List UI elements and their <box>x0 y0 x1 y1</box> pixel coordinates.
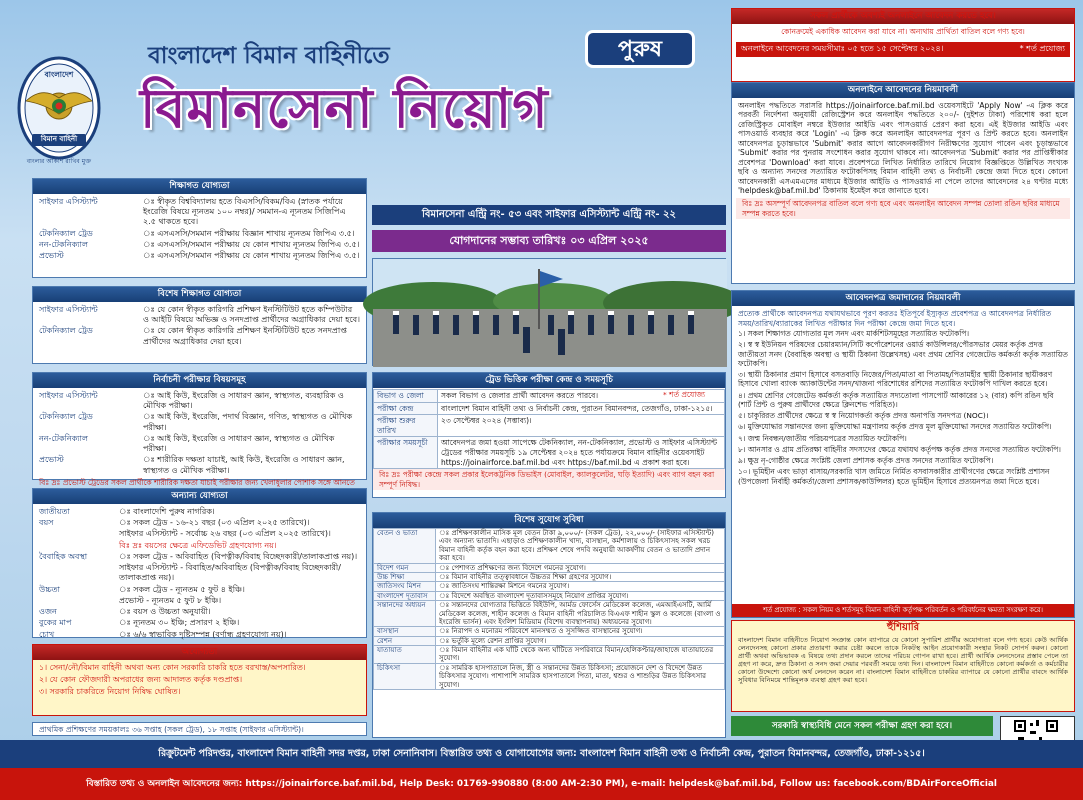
parade-illustration-icon <box>373 259 727 367</box>
other-qualification-row <box>39 541 360 551</box>
education-row <box>39 240 360 250</box>
special-education-value: ঃ যে কোন স্বীকৃত কারিগরি প্রশিক্ষণ ইনস্টিটিউট হতে সনদপ্রাপ্ত প্রার্থীদের অগ্রাধিকার দেয়া হবে। <box>143 326 347 346</box>
special-education-label: সাইফার এসিস্ট্যান্ট <box>39 305 98 314</box>
online-rules-note: বিঃ দ্রঃ অসম্পূর্ণ আবেদনপত্র বাতিল বলে গণ্য হবে এবং অনলাইন আবেদন সম্পন্ন তোলা রঙিন ছবির মাধ্যমে সম্পন্ন করতে হবে। <box>736 198 1070 219</box>
benefit-value: ঃ সন্তানদের যোগ্যতার ভিত্তিতে বিইউপি, আর্মড ফোর্সেস মেডিকেল কলেজ, এমআইএসটি, আর্মি মেডিকেল কলেজ, শাহীন কলেজ ও বিমান বাহিনী পরিচালিত বিএএফ শাহীন স্কুল ও কলেজে (বাংলা ও ইংরেজি ভার্সন) এবং ইংলিশ মিডিয়াম (বিশেষ ব্যবস্থাপনায়) অধ্যয়নের সুযোগ। <box>436 601 725 627</box>
training-duration: প্রাথমিক প্রশিক্ষণের সময়কালঃ ৩৬ সপ্তাহ (সকল ট্রেড), ১৮ সপ্তাহ (সাইফার এসিস্ট্যান্ট)। <box>32 722 367 736</box>
apply-deadline <box>736 42 1070 56</box>
apply-notice-panel <box>731 8 1075 82</box>
education-value: ঃ স্বীকৃত বিশ্ববিদ্যালয় হতে বিএসসি/বিকম/বিএ (স্নাতক পর্যায়ে ইংরেজি বিষয়ে ন্যূনতম ১০০ নম্বর)/ সমমান-এ ন্যূনতম সিজিপিএ ২.৫ থাকতে হবে। <box>143 197 346 227</box>
exam-center-value: ২৩ সেপ্টেম্বর ২০২৪ (সম্ভাব্য)। <box>438 415 725 437</box>
document-item: ৩। স্থায়ী ঠিকানার প্রমাণ হিসাবে বসতবাড়ি নিজের/পিতা/মাতা বা পিতামহ/পিতামহীর স্থায়ী ঠিকানার ছায়ীকরণ হিসাবে খোলা ব্যাংক অ্যাকাউন্টের সনদ/খাজনা পরিশোধের রশিদের সত্যায়িত ফটোকপি দাখিল করতে হবে। <box>738 370 1053 389</box>
exam-center-label: পরীক্ষা শুরুর তারিখ <box>374 415 438 437</box>
other-qualification-label: উচ্চতা <box>39 584 60 594</box>
exam-centers-panel <box>372 372 726 498</box>
benefit-row <box>374 663 725 689</box>
benefit-label: বাংলাদেশ দূতাবাস <box>374 591 436 600</box>
benefit-label: বিদেশ গমন <box>374 563 436 572</box>
other-qualification-row <box>39 585 360 595</box>
exam-center-row <box>374 415 725 437</box>
online-rules-body: অনলাইন পদ্ধতিতে সরাসরি https://joinairforce.baf.mil.bd ওয়েবসাইটে 'Apply Now' -এ ক্লিক করে পরবর্তী নির্দেশনা অনুযায়ী রেজিস্ট্রেশন করে অনলাইন পদ্ধতিতে ২০০/- (দুইশত টাকা) পরিশোধ করা হলে রেজিস্ট্রিকৃত মোবাইল নম্বরে ইউজার আইডি এবং পাসওয়ার্ড প্রেরণ করা হবে। এই ইউজার আইডি এবং পাসওয়ার্ড ব্যবহার করে 'Login' -এ ক্লিক করে অনলাইন আবেদনপত্র পূরণ ও প্রিন্ট করতে হবে। অনলাইন আবেদনপত্র চূড়ান্তভাবে 'Submit' করার আগে আবেদনকারীগণ নিরীক্ষণের সুযোগ পাবেন এবং চূড়ান্তভাবে 'Submit' করার পর পুনরায় সংশোধন করার সুযোগ থাকবে না। আবেদনপত্র 'Submit' করার পর প্রাপ্তিস্বীকার প্রবেশপত্র 'Download' করা যাবে। প্রবেশপত্রে লিখিত নির্ধারিত তারিখে নিয়োগ বিজ্ঞপ্তিতে উল্লিখিত সংখ্যক ছবি ও অন্যান্য সনদের সত্যায়িত ফটোকপিসহ বিমান বাহিনী তথ্য ও নির্বাচনী কেন্দ্রে জমা দিতে হবে। কোনো আবেদনকারী এসএমএসের মাধ্যমে ইউজার আইডি ও পাসওয়ার্ড না পেলে তাদের আবেদনের ২৪ ঘণ্টার মধ্যে 'helpdesk@baf.mil.bd' ঠিকানায় ইমেইল করে জানাতে হবে। <box>738 101 1068 195</box>
other-qualification-row <box>39 607 360 617</box>
benefit-row <box>374 572 725 581</box>
apply-notice-line1: সকল প্রার্থীকে অবশ্যই অনলাইনে আবেদন করতে হবে। <box>732 9 1074 24</box>
other-qualification-value: ঃ বয়স ও উচ্চতা অনুযায়ী। <box>119 607 211 617</box>
logo-bottom-text: বিমান বাহিনী <box>40 135 78 143</box>
other-qualification-row <box>39 618 360 628</box>
education-value: ঃ এসএসসি/সমমান পরীক্ষায় যে কোন শাখায় ন্যূনতম জিপিএ ৩.৫। <box>143 239 360 249</box>
exam-center-value: বাংলাদেশ বিমান বাহিনী তথ্য ও নির্বাচনী কেন্দ্র, পুরাতন বিমানবন্দর, তেজগাঁও, ঢাকা-১২১৫। <box>438 402 725 415</box>
health-notice: সরকারি স্বাস্থ্যবিধি মেনে সকল পরীক্ষা গ্রহণ করা হবে। <box>731 716 993 736</box>
warning-heading: হুঁশিয়ারি <box>886 622 920 633</box>
document-item: ২। স্ব স্ব ইউনিয়ন পরিষদের চেয়ারম্যান/সিটি কর্পোরেশনের ওয়ার্ড কাউন্সিলর/পৌরসভার মেয়র কর্তৃক প্রদত্ত জাতীয়তা সনদ (বৈবাহিক অবস্থা ও স্থায়ী ঠিকানা উল্লেখসহ) এবং প্রথম শ্রেণির গেজেটেড কর্মকর্তা কর্তৃক সত্যায়িত ফটোকপি। <box>738 340 1068 368</box>
other-qualification-value: ঃ ন্যূনতম ৩০ ইঞ্চি; প্রসারণ ২ ইঞ্চি। <box>119 618 240 628</box>
education-rows <box>33 194 366 261</box>
other-qualification-row <box>39 563 360 583</box>
exam-center-label: পরীক্ষা কেন্দ্র <box>374 402 438 415</box>
exam-center-value: আবেদনপত্র জমা হওয়া সাপেক্ষে টেকনিক্যাল, নন-টেকনিক্যাল, প্রভোস্ট ও সাইফার এসিস্ট্যান্ট ট্রেডের পরীক্ষার সময়সূচি ১৯ সেপ্টেম্বর ২০২৪ হতে পর্যায়ক্রমে বিমান বাহিনীর ওয়েবসাইট https://joinairforce.baf.mil.bd এবং https://baf.mil.bd এ প্রকাশ করা হবে। <box>438 437 725 469</box>
exam-subject-value: ঃ আই কিউ, ইংরেজি ও সাধারণ জ্ঞান, স্বাস্থ্যগত ও মৌখিক পরীক্ষা। <box>143 433 335 454</box>
documents-footer: শর্ত প্রযোজ্য : সকল নিয়ম ও শর্তসমূহ বিমান বাহিনী কর্তৃপক্ষ পরিবর্তন ও পরিবর্ধনের ক্ষমতা সংরক্ষণ করে। <box>732 604 1074 617</box>
benefit-label: যাতায়াত <box>374 646 436 664</box>
special-education-row <box>39 326 360 346</box>
document-item: ১০। ভূমিহীন এবং ভাড়া বাসায়/সরকারি খাস জমিতে নির্মিত বসবাসকারীর প্রার্থীগণের ক্ষেত্রে সংশ্লিষ্ট প্রশাসন (উপজেলা নির্বাহী কর্মকর্তা/জেলা প্রশাসক/কাউন্সিলর) হতে ভূমিহীন হিসাবে প্রত্যয়নপত্র জমা দিতে হবে। <box>738 467 1050 486</box>
exam-subject-row <box>39 455 360 475</box>
exam-subjects-heading: নির্বাচনী পরীক্ষার বিষয়সমূহ <box>33 373 366 388</box>
ineligibility-item: ৩। সরকারি চাকরিতে নিয়োগ নিষিদ্ধ ঘোষিত। <box>39 687 181 697</box>
other-qualification-row <box>39 596 360 606</box>
benefit-row <box>374 591 725 600</box>
special-education-panel <box>32 286 367 364</box>
other-qualification-label: জাতীয়তা <box>39 507 70 516</box>
exam-centers-note: বিঃ দ্রঃ পরীক্ষা কেন্দ্রে সকল প্রকার ইলেকট্রনিক ডিভাইস (মোবাইল, ক্যালকুলেটর, ঘড়ি ইত্যাদি) এবং ব্যাগ বহন করা সম্পূর্ণ নিষিদ্ধ। <box>373 469 725 490</box>
warning-panel <box>731 620 1075 712</box>
document-item: ৮। আনসার ও গ্রাম প্রতিরক্ষা বাহিনীর সদস্যদের ক্ষেত্রে যথাযথ কর্তৃপক্ষ কর্তৃক প্রদত্ত সনদের সত্যায়িত ফটোকপি। <box>738 444 1061 454</box>
online-rules-panel <box>731 82 1075 284</box>
other-qualification-value: প্রভোস্ট - ন্যূনতম ৫ ফুট ৮ ইঞ্চি। <box>119 595 222 605</box>
benefit-row <box>374 601 725 627</box>
other-qualification-label <box>39 529 119 539</box>
benefit-label: বাসস্থান <box>374 627 436 636</box>
warning-body: বাংলাদেশ বিমান বাহিনীতে নিয়োগ সংক্রান্ত কোন ব্যাপারে যে কোনো সুপারিশ প্রার্থীর অযোগ্যতা বলে গণ্য হবে। কেউ আর্থিক লেনদেনসহ কোনো প্রকার প্রতারণা করার চেষ্টা করলে তাকে নিকটস্থ আইন প্রয়োগকারী সংস্থার নিকট সোপর্দ করুন। কোনো প্রার্থী অথবা অভিভাবক এ বিষয়ে তথ্য প্রদান করলে তাদের পরিচয় গোপন রাখা হবে। প্রার্থী আর্থিক লেনদেনের প্রস্তাব পেলে তা গ্রহণ না করে, দ্রুত ঠিকানা ও সনদ জমা দেয়ার পরবর্তী সময়ে তথ্য দিন। বাংলাদেশ বিমান বাহিনীতে কোনো কর্মকর্তা ও কর্মচারীর কোনো উদ্দেশ্যে কোনো অর্থ লেনদেন করেন না। বাংলাদেশ বিমান বাহিনীতে চাকরির ব্যাপারে যে কোনো প্রার্থীর বাবদে আর্থিক সুবিধার বিনিময়ে শান্তিমূলক ব্যবস্থা গ্রহণ করা হবে। <box>738 635 1068 684</box>
benefits-panel <box>372 512 726 738</box>
exam-center-label: পরীক্ষার সময়সূচী <box>374 437 438 469</box>
exam-subject-value: ঃ শারীরিক দক্ষতা যাচাই, আই কিউ, ইংরেজি ও সাধারণ জ্ঞান, স্বাস্থ্যগত ও মৌখিক পরীক্ষা। <box>143 455 345 475</box>
benefit-row <box>374 563 725 572</box>
ineligibility-list <box>33 660 366 698</box>
other-qualification-label <box>39 563 119 583</box>
other-qualification-label: চোখ <box>39 629 55 639</box>
benefit-value: ঃ প্রশিক্ষণকালীন মাসিক মূল বেতন টাকা ৯,০০০/- (সকল ট্রেড), ২২,০০০/- (সাইফার এসিস্ট্যান্ট) এবং অন্যান্য ভাতাদি। এছাড়াও প্রশিক্ষণকালীন খাদ্য, বাসস্থান, কর্মশালায় ও চিকিৎসাসহ সকল খরচ বিমান বাহিনী কর্তৃক বহন করা হবে। প্রশিক্ষণ শেষে পদবি অনুযায়ী আকর্ষণীয় বেতন ও ভাতাদি প্রদান করা হবে। <box>436 529 725 564</box>
education-row <box>39 229 360 239</box>
ineligibility-heading: অযোগ্যতা <box>33 645 366 660</box>
document-item: ১। সকল শিক্ষাগত যোগ্যতার মূল সনদ এবং মার্কশিটসমূহের সত্যায়িত ফটোকপি। <box>738 329 970 339</box>
other-qualification-row <box>39 529 360 539</box>
other-qualifications-panel <box>32 488 367 638</box>
page-title: বিমানসেনা নিয়োগ <box>140 77 549 140</box>
logo-top-text: বাংলাদেশ <box>44 70 74 79</box>
joining-date: যোগদানের সম্ভাব্য তারিখঃ ০৩ এপ্রিল ২০২৫ <box>372 230 726 252</box>
special-education-row <box>39 305 360 325</box>
benefit-value: ঃ ভর্তুকি মূল্যে রেশন প্রাপ্তির সুযোগ। <box>436 636 725 645</box>
benefit-label: বেতন ও ভাতা <box>374 529 436 564</box>
documents-intro: প্রত্যেক প্রার্থীকে আবেদনপত্র যথাযথভাবে পূরণ করতঃ ইতিপূর্বে ইস্যুকৃত প্রবেশপত্র ও আবেদনপত্র নির্ধারিত সময়/তারিখ/ব্যারাকের লিখিত পরীক্ষার দিন পরীক্ষা কেন্দ্রে জমা দিতে হবে। <box>738 309 1052 328</box>
exam-note: বিঃ দ্রঃ প্রভোস্ট ট্রেডের সকল প্রার্থীকে শারীরিক দক্ষতা যাচাই পরীক্ষার জন্য খেলাধুলার পোশাক সঙ্গে আনতে <box>39 477 355 487</box>
benefit-label: রেশন <box>374 636 436 645</box>
special-education-rows <box>33 302 366 347</box>
exam-subjects-panel <box>32 372 367 487</box>
other-qualification-value: ঃ সকল ট্রেড - ১৬-২১ বছর (০৩ এপ্রিল ২০২৫ তারিখে)। <box>119 518 310 528</box>
benefit-value: ঃ জাতিসংঘ শান্তিরক্ষা মিশনে গমনের সুযোগ। <box>436 582 725 591</box>
exam-subject-row <box>39 391 360 411</box>
other-qualification-value: ঃ ৬/৬ স্বাভাবিক দৃষ্টিসম্পন্ন (বর্ণান্ধ গ্রহণযোগ্য নয়)। <box>119 629 287 639</box>
other-qualification-value: ঃ বাংলাদেশি পুরুষ নাগরিক। <box>119 507 215 516</box>
education-row <box>39 197 360 228</box>
ineligibility-item: ১। সেনা/নৌ/বিমান বাহিনী অথবা অন্য কোন সরকারি চাকরি হতে বরখাস্ত/অপসারিত। <box>39 663 306 672</box>
exam-subject-row <box>39 434 360 454</box>
footer-contact[interactable]: বিস্তারিত তথ্য ও অনলাইন আবেদনের জন্য: https://joinairforce.baf.mil.bd, Help Desk: 01769-990880 (8:00 AM-2:30 PM), e-mail: helpdesk@baf.mil.bd, Follow us: facebook.com/BDAirForceOfficial <box>0 768 1083 800</box>
benefit-row <box>374 646 725 664</box>
education-label: নন-টেকনিক্যাল <box>39 239 88 249</box>
other-qualification-row <box>39 630 360 640</box>
benefit-value: ঃ সামরিক হাসপাতালে নিজ, স্ত্রী ও সন্তানদের উন্নত চিকিৎসা; প্রয়োজনে দেশ ও বিদেশে উন্নত চিকিৎসার সুযোগ। পাশাপাশি সামরিক হাসপাতালে পিতা, মাতা, শ্বশুর ও শাশুড়ির উন্নত চিকিৎসার সুযোগ। <box>436 663 725 689</box>
other-qualification-value: সাইফার এসিস্ট্যান্ট - সর্বোচ্চ ২৬ বছর (০৩ এপ্রিল ২০২৫ তারিখে)। <box>119 529 331 539</box>
documents-list <box>732 329 1074 486</box>
benefit-value: ঃ নিরাপদ ও মনোরম পরিবেশে মানসম্মত ও সুসজ্জিত বাসস্থানের সুযোগ। <box>436 627 725 636</box>
document-item: ৯। ক্ষুদ্র নৃ-গোষ্ঠীর ক্ষেত্রে সংশ্লিষ্ট জেলা প্রশাসক কর্তৃক প্রদত্ত সনদের সত্যায়িত ফটোকপি। <box>738 456 994 466</box>
ineligibility-item: ২। যে কোন ফৌজদারী অপরাধের জন্য আদালত কর্তৃক দণ্ডপ্রাপ্ত। <box>39 675 243 685</box>
other-qualification-label: বৈবাহিক অবস্থা <box>39 551 88 561</box>
documents-panel <box>731 290 1075 618</box>
exam-subject-label: নন-টেকনিক্যাল <box>39 433 88 443</box>
special-education-value: ঃ যে কোন স্বীকৃত কারিগরি প্রশিক্ষণ ইনস্টিটিউট হতে কম্পিউটার ও আইটি বিষয়ে অভিজ্ঞ ও সনদপ্রাপ্ত প্রার্থীদের অগ্রাধিকার দেয়া হবে। <box>143 305 360 325</box>
exam-subject-label: প্রভোস্ট <box>39 455 64 465</box>
air-force-logo <box>14 56 104 171</box>
education-label: টেকনিক্যাল ট্রেড <box>39 228 93 238</box>
other-qualification-value: সাইফার এসিস্ট্যান্ট - বিবাহিত/অবিবাহিত (বিপত্নীক/বিবাহ বিচ্ছেদকারী/তালাকপ্রাপ্ত নয়)। <box>119 563 341 583</box>
other-qualification-value: ঃ সকল ট্রেড - অবিবাহিত (বিপত্নীক/বিবাহ বিচ্ছেদকারী/তালাকপ্রাপ্ত নয়)। <box>119 551 358 561</box>
benefits-heading: বিশেষ সুযোগ সুবিধা <box>373 513 725 528</box>
benefit-row <box>374 529 725 564</box>
online-rules-heading: অনলাইনে আবেদনের নিয়মাবলী <box>732 83 1074 98</box>
benefit-label: উচ্চ শিক্ষা <box>374 572 436 581</box>
benefit-label: সন্তানদের অধ্যয়ন <box>374 601 436 627</box>
benefit-label: জাতিসংঘ মিশন <box>374 582 436 591</box>
exam-subject-row <box>39 412 360 432</box>
other-qualification-label: বয়স <box>39 518 54 528</box>
other-qualification-value: ঃ সকল ট্রেড - ন্যূনতম ৫ ফুট ৪ ইঞ্চি। <box>119 584 245 594</box>
exam-subject-label: সাইফার এসিস্ট্যান্ট <box>39 391 98 400</box>
other-qualification-row <box>39 507 360 517</box>
benefit-row <box>374 627 725 636</box>
education-label: সাইফার এসিস্ট্যান্ট <box>39 197 98 206</box>
gender-tag: পুরুষ <box>585 30 695 68</box>
other-qualification-row <box>39 552 360 562</box>
exam-centers-table <box>373 389 725 469</box>
document-item: ৫। চাকুরিরত প্রার্থীদের ক্ষেত্রে স্ব স্ব নিয়োগকর্তা কর্তৃক প্রদত্ত অনাপত্তি সনদপত্র (NOC)। <box>738 411 989 421</box>
education-heading: শিক্ষাগত যোগ্যতা <box>33 179 366 194</box>
education-panel <box>32 178 367 278</box>
other-qualification-value: বিঃ দ্রঃ বয়সের ক্ষেত্রে এফিডেভিট গ্রহণযোগ্য নয়। <box>119 540 277 550</box>
other-qualification-label <box>39 596 119 606</box>
benefit-label: চিকিৎসা <box>374 663 436 689</box>
other-qualification-label <box>39 541 119 551</box>
exam-subject-value: ঃ আই কিউ, ইংরেজি, পদার্থ বিজ্ঞান, গণিত, স্বাস্থ্যগত ও মৌখিক পরীক্ষা। <box>143 412 353 432</box>
benefit-value: ঃ বিদেশে অবস্থিত বাংলাদেশ দূতাবাসসমূহে নিয়োগ প্রাপ্তির সুযোগ। <box>436 591 725 600</box>
other-qualification-label: বুকের মাপ <box>39 618 72 628</box>
ineligibility-panel <box>32 644 367 716</box>
footer-address: রিক্রুটমেন্ট পরিদপ্তর, বাংলাদেশ বিমান বাহিনী সদর দপ্তর, ঢাকা সেনানিবাস। বিস্তারিত তথ্য ও যোগাযোগের জন্য: বাংলাদেশ বিমান বাহিনী তথ্য ও নির্বাচনী কেন্দ্র, পুরাতন বিমানবন্দর, তেজগাঁও, ঢাকা-১২১৫। <box>0 740 1083 768</box>
exam-subject-value: ঃ আই কিউ, ইংরেজি ও সাধারণ জ্ঞান, স্বাস্থ্যগত, ব্যবহারিক ও মৌখিক পরীক্ষা। <box>143 391 344 411</box>
other-qualifications-rows <box>33 504 366 640</box>
special-education-heading: বিশেষ শিক্ষাগত যোগ্যতা <box>33 287 366 302</box>
benefit-row <box>374 582 725 591</box>
benefit-value: ঃ পেশাগত প্রশিক্ষণের জন্য বিদেশে গমনের সুযোগ। <box>436 563 725 572</box>
entry-title: বিমানসেনা এন্ট্রি নং- ৫৩ এবং সাইফার এসিস্ট্যান্ট এন্ট্রি নং- ২২ <box>372 205 726 225</box>
exam-center-value: সকল বিভাগ ও জেলার প্রার্থী আবেদন করতে পারবে। <box>438 390 725 403</box>
exam-centers-star: * শর্ত প্রযোজ্য <box>663 390 705 399</box>
education-value: ঃ এসএসসি/সমমান পরীক্ষায় যে কোন শাখায় ন্যূনতম জিপিএ ৩.৫। <box>143 251 360 261</box>
benefit-value: ঃ বিমান বাহিনীর তত্ত্বাবধানে উচ্চতর শিক্ষা গ্রহণের সুযোগ। <box>436 572 725 581</box>
exam-subject-label: টেকনিক্যাল ট্রেড <box>39 412 93 422</box>
special-education-label: টেকনিক্যাল ট্রেড <box>39 326 93 336</box>
other-qualification-row <box>39 518 360 528</box>
exam-center-row <box>374 402 725 415</box>
other-qualifications-heading: অন্যান্য যোগ্যতা <box>33 489 366 504</box>
education-label: প্রভোস্ট <box>39 251 64 261</box>
apply-deadline-text: অনলাইনে আবেদনের সময়সীমাঃ ০৫ হতে ১৫ সেপ্টেম্বর ২০২৪। <box>741 44 944 54</box>
benefits-table <box>373 528 725 690</box>
education-value: ঃ এসএসসি/সমমান পরীক্ষায় বিজ্ঞান শাখায় ন্যূনতম জিপিএ ৩.৫। <box>143 228 355 238</box>
document-item: ৬। মুক্তিযোদ্ধার সন্তানদের জন্য মুক্তিযোদ্ধা মন্ত্রণালয় কর্তৃক প্রদত্ত মূল মুক্তিযোদ্ধা সনদের সত্যায়িত ফটোকপি। <box>738 422 1052 432</box>
apply-deadline-star: * শর্ত প্রযোজ্য <box>1019 44 1065 54</box>
apply-notice-line2: কোনক্রমেই একাধিক আবেদন করা যাবে না। অন্যথায় প্রার্থিতা বাতিল বলে গণ্য হবে। <box>781 27 1025 36</box>
education-row <box>39 251 360 261</box>
exam-center-label: বিভাগ ও জেলা <box>374 390 438 403</box>
exam-subjects-rows <box>33 388 366 476</box>
exam-center-row <box>374 437 725 469</box>
other-qualification-label: ওজন <box>39 607 57 617</box>
benefit-value: ঃ বিমান বাহিনীর এক ঘাঁটি থেকে অন্য ঘাঁটিতে সপরিবারে বিমান/হেলিকপ্টার/জাহাজে যাতায়াতের সুযোগ। <box>436 646 725 664</box>
document-item: ৪। প্রথম শ্রেণির গেজেটেড কর্মকর্তা কর্তৃক সত্যায়িত সদ্যতোলা পাসপোর্ট আকারের ১২ (বার) কপি রঙিন ছবি (শার্ট প্রিন্ট ও পুরুষ প্রার্থীদের ক্ষেত্রে ক্লিনশেভ পরিহিত)। <box>738 390 1054 409</box>
document-item: ৭। জন্ম নিবন্ধন/জাতীয় পরিচয়পত্রের সত্যায়িত ফটোকপি। <box>738 433 907 443</box>
documents-heading: আবেদনপত্র জমাদানের নিয়মাবলী <box>732 291 1074 306</box>
exam-centers-heading: ট্রেড ভিত্তিক পরীক্ষা কেন্দ্র ও সময়সূচি <box>373 373 725 388</box>
benefit-row <box>374 636 725 645</box>
header-subtitle: বাংলাদেশ বিমান বাহিনীতে <box>148 43 390 69</box>
logo-motto: বাংলার আকাশ রাখিব মুক্ত <box>26 158 92 165</box>
parade-photo <box>372 258 726 366</box>
